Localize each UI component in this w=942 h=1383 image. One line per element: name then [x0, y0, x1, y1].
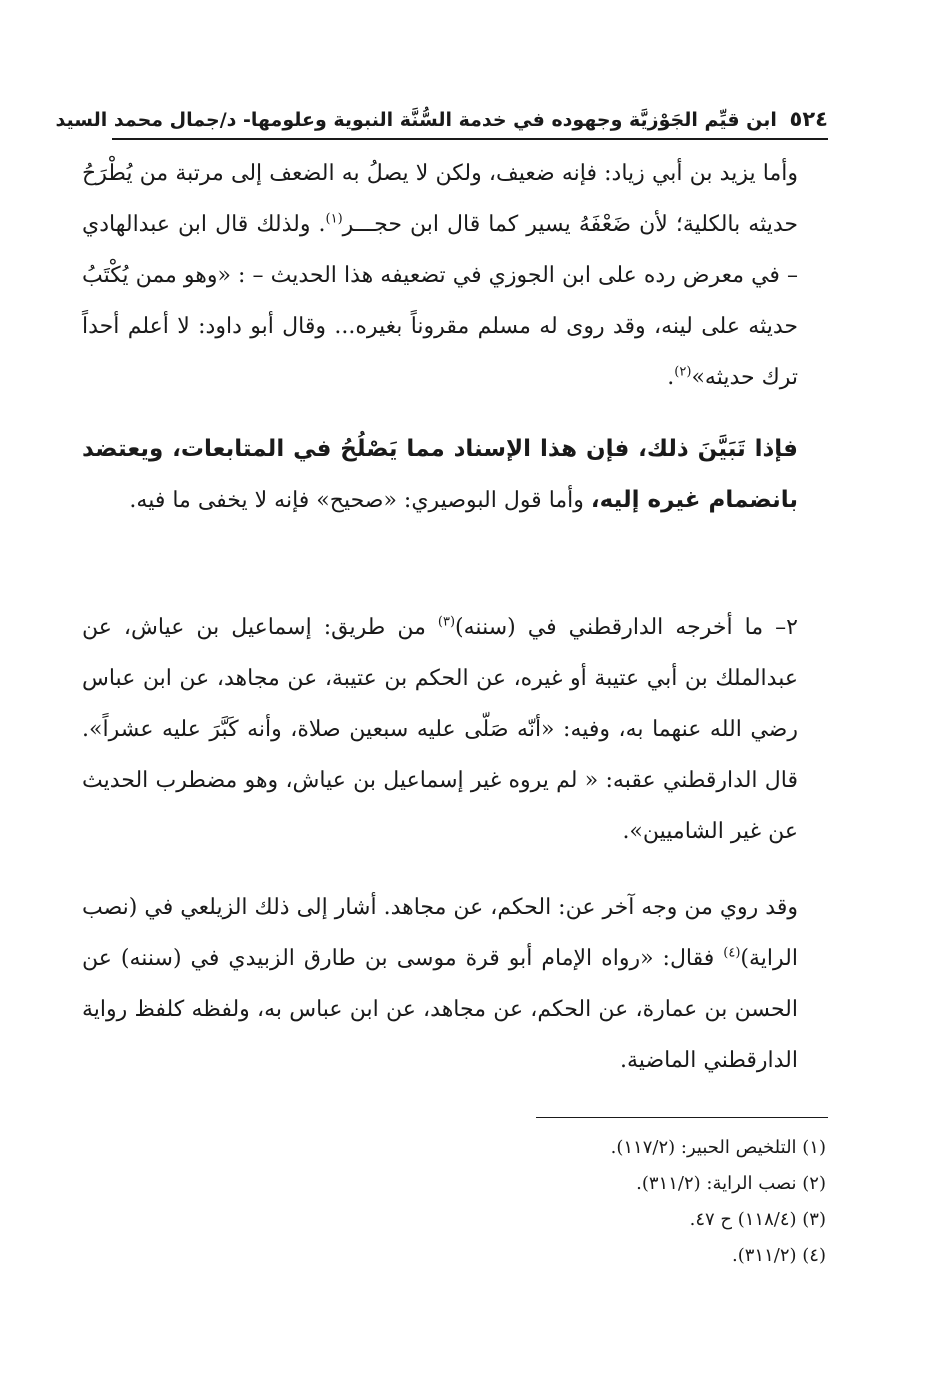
footnote-ref-1: (١): [325, 211, 343, 227]
footnote-ref-2: (٢): [674, 364, 692, 380]
page-number: ٥٢٤: [789, 107, 828, 131]
paragraph-daraqutni: [82, 602, 828, 857]
paragraph-text: فقال: «رواه الإمام أبو قرة موسى بن طارق الزبيدي في (سننه) عن الحسن بن عمارة، عن الحكم، عن مجاهد، عن ابن عباس به، ولفظه كلفظ رواية الدارقطني الماضية.: [82, 946, 798, 1073]
paragraph-text: وقد روي من وجه آخر عن: الحكم، عن مجاهد. أشار إلى ذلك الزيلعي في (نصب الراية): [82, 895, 798, 971]
paragraph-text: .: [667, 365, 675, 390]
footnote-3: (٣) (١١٨/٤) ح ٤٧.: [689, 1209, 826, 1230]
paragraph-conclusion: [82, 424, 828, 526]
footnote-ref-3: (٣): [437, 614, 456, 630]
running-header: [55, 100, 828, 140]
paragraph-zaylai: [82, 882, 828, 1086]
paragraph-text: وأما يزيد بن أبي زياد: فإنه ضعيف، ولكن لا يصلُ به الضعف إلى مرتبة من يُطْرَحُ حديثه بالكلية؛ لأن ضَعْفَهُ يسير كما قال ابن حجـــر: [82, 161, 798, 237]
footnote-separator: [536, 1117, 828, 1118]
footnotes: [112, 1130, 828, 1274]
paragraph-text: ٢– ما أخرجه الدارقطني في (سننه): [455, 615, 798, 640]
paragraph-text: وأما قول البوصيري: «صحيح» فإنه لا يخفى ما فيه.: [129, 488, 591, 513]
document-page: [55, 0, 828, 1383]
running-title: ابن قيِّم الجَوْزيَّة وجهوده في خدمة السُّنَّة النبوية وعلومها- د/جمال محمد السيد: [55, 109, 777, 131]
paragraph-yazid: [82, 148, 828, 403]
footnote-1: (١) التلخيص الحبير: (١١٧/٢).: [610, 1137, 826, 1158]
paragraph-text: من طريق: إسماعيل بن عياش، عن عبدالملك بن أبي عتيبة أو غيره، عن الحكم بن عتيبة، عن مجاهد، عن ابن عباس رضي الله عنهما به، وفيه: «أنّه صَلّى عليه سبعين صلاة، وأنه كَبَّرَ عليه عشراً». قال الدارقطني عقبه: « لم يروه غير إسماعيل بن عياش، وهو مضطرب الحديث عن غير الشاميين».: [82, 615, 798, 844]
paragraph-text: . ولذلك قال ابن عبدالهادي – في معرض رده على ابن الجوزي في تضعيفه هذا الحديث – : «وهو ممن يُكْتَبُ حديثه على لينه، وقد روى له مسلم مقروناً بغيره... وقال أبو داود: لا أعلم أحداً ترك حديثه»: [82, 212, 798, 390]
footnote-ref-4: (٤): [723, 945, 741, 961]
bold-conclusion: فإذا تَبَيَّنَ ذلك، فإن هذا الإسناد مما يَصْلُحُ في المتابعات، ويعتضد بانضمام غيره إليه،: [82, 436, 798, 513]
footnote-2: (٢) نصب الراية: (٣١١/٢).: [636, 1173, 826, 1194]
footnote-4: (٤) (٣١١/٢).: [732, 1245, 826, 1266]
